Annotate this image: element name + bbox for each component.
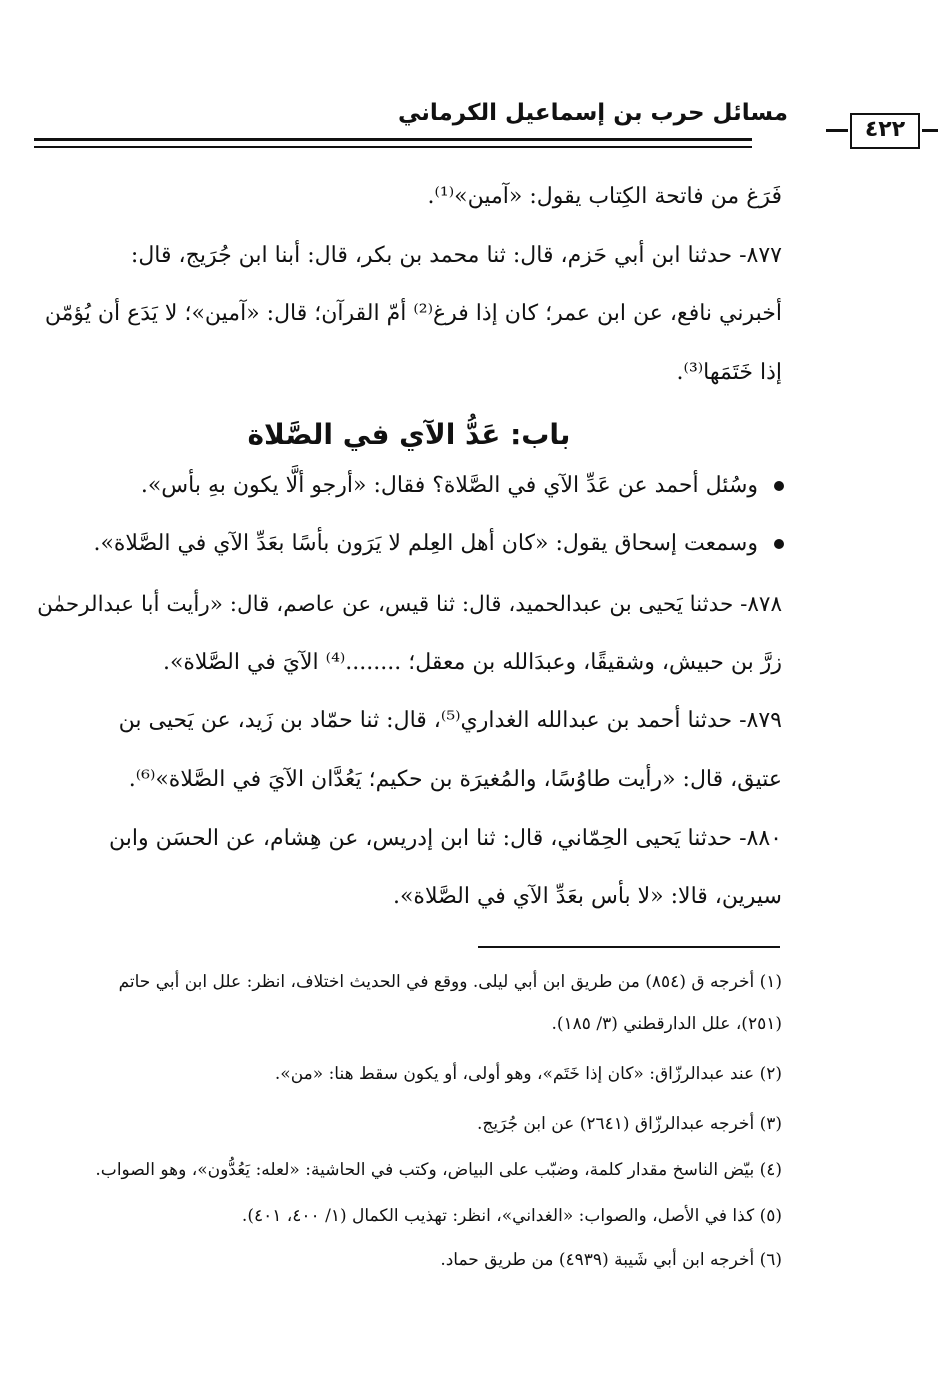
footnote: (١) أخرجه ق (٨٥٤) من طريق ابن أبي ليلى. ووقع في الحديث اختلاف، انظر: علل ابن أبي حاتم [118, 972, 782, 992]
bullet-item: وسُئل أحمد عن عَدِّ الآي في الصَّلاة؟ فقال: «أرجو ألَّا يكون بهِ بأس». [140, 473, 758, 498]
text-line: عتيق، قال: «رأيت طاوُسًا، والمُغيرَة بن حكيم؛ يَعُدَّان الآيَ في الصَّلاة»⁽⁶⁾. [128, 767, 782, 792]
page-number-bar [826, 129, 848, 132]
bullet-item: وسمعت إسحاق يقول: «كان أهل العِلم لا يَرَون بأسًا بعَدِّ الآي في الصَّلاة». [93, 531, 758, 556]
page-number: ٤٢٢ [864, 117, 906, 142]
text-line: سيرين، قالا: «لا بأس بعَدِّ الآي في الصَّلاة». [392, 884, 782, 909]
text-line: ٨٧٩- حدثنا أحمد بن عبدالله الغداري⁽⁵⁾، قال: ثنا حمّاد بن زَيد، عن يَحيى بن [118, 708, 782, 733]
text-line: زرَّ بن حبيش، وشقيقًا، وعبدَالله بن معقل؛ ........⁽⁴⁾ الآيَ في الصَّلاة». [162, 650, 782, 675]
footnote: (٥) كذا في الأصل، والصواب: «الغداني»، انظر: تهذيب الكمال (١/ ٤٠٠، ٤٠١). [241, 1206, 782, 1226]
footnote: (٤) بيّض الناسخ مقدار كلمة، وضبّب على البياض، وكتب في الحاشية: «لعله: يَعُدُّون»، وهو الصواب. [95, 1160, 782, 1180]
footnote: (٢) عند عبدالرزّاق: «كان إذا خَتَم»، وهو أولى، أو يكون سقط هنا: «من». [274, 1064, 782, 1084]
footnote: (٣) أخرجه عبدالرزّاق (٢٦٤١) عن ابن جُرَيج. [477, 1114, 782, 1134]
running-header [34, 100, 788, 152]
section-heading: باب: عَدُّ الآي في الصَّلاة [247, 418, 571, 451]
footnote: (٦) أخرجه ابن أبي شَيبة (٤٩٣٩) من طريق حماد. [440, 1250, 782, 1270]
page-number-box [850, 113, 920, 149]
text-line: ٨٧٨- حدثنا يَحيى بن عبدالحميد، قال: ثنا قيس، عن عاصم، قال: «رأيت أبا عبدالرحمٰن [37, 592, 782, 617]
header-rule [34, 146, 752, 148]
text-line: فَرَغ من فاتحة الكِتاب يقول: «آمين»⁽¹⁾. [427, 184, 782, 209]
text-line: ٨٨٠- حدثنا يَحيى الحِمّاني، قال: ثنا ابن إدريس، عن هِشام، عن الحسَن وابن [109, 826, 782, 851]
text-line: إذا خَتَمَها⁽³⁾. [676, 360, 782, 385]
header-rule [34, 138, 752, 141]
page-number-bar [922, 129, 938, 132]
footnote: (٢٥١)، علل الدارقطني (٣/ ١٨٥). [551, 1014, 782, 1034]
bullet-icon [774, 539, 784, 549]
bullet-icon [774, 481, 784, 491]
text-line: أخبرني نافع، عن ابن عمر؛ كان إذا فرغ⁽²⁾ أمّ القرآن؛ قال: «آمين»؛ لا يَدَع أن يُؤمّن [44, 301, 782, 326]
footnote-separator [478, 946, 780, 948]
page-number-frame [826, 113, 938, 153]
book-title: مسائل حرب بن إسماعيل الكرماني [398, 100, 788, 126]
text-line: ٨٧٧- حدثنا ابن أبي حَزم، قال: ثنا محمد بن بكر، قال: أبنا ابن جُرَيج، قال: [130, 243, 782, 268]
